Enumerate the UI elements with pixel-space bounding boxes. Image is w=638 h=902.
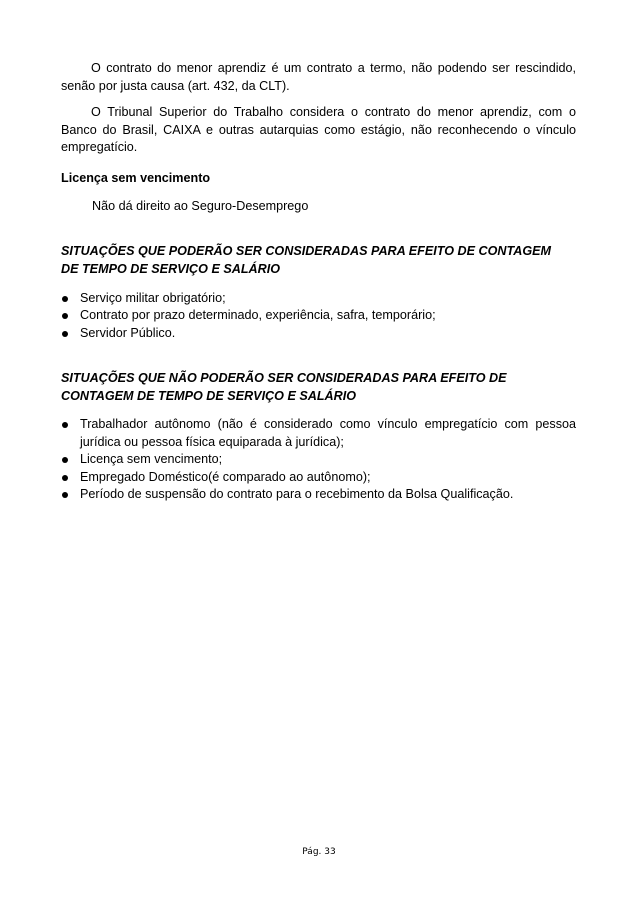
document-page xyxy=(61,60,576,504)
section-title-not-consider xyxy=(61,369,576,405)
paragraph-tst-estagio: O Tribunal Superior do Trabalho considera o contrato do menor aprendiz, com o Banco do Brasil, CAIXA e outras autarquias como estágio, não reconhecendo o vínculo empregatício. xyxy=(61,105,576,154)
bullet-icon xyxy=(62,331,68,337)
section-title-not-consider-line1: SITUAÇÕES QUE NÃO PODERÃO SER CONSIDERADAS PARA EFEITO DE xyxy=(61,371,507,385)
bullet-icon xyxy=(62,492,68,498)
list-item xyxy=(61,451,576,469)
list-item-text: Empregado Doméstico(é comparado ao autônomo); xyxy=(80,469,371,484)
page-number: Pág. 33 xyxy=(302,847,336,857)
bullet-icon xyxy=(62,422,68,428)
section-title-not-consider-line2: CONTAGEM DE TEMPO DE SERVIÇO E SALÁRIO xyxy=(61,389,357,403)
not-consider-list xyxy=(61,416,576,504)
licenca-note: Não dá direito ao Seguro-Desemprego xyxy=(92,199,309,213)
section-title-consider-line2: DE TEMPO DE SERVIÇO E SALÁRIO xyxy=(61,261,281,276)
bullet-icon xyxy=(62,457,68,463)
list-item-text: Serviço militar obrigatório; xyxy=(80,290,226,305)
list-item-text: Trabalhador autônomo (não é considerado como vínculo empregatício com pessoa jurídica ou pessoa física equiparada à jurídica); xyxy=(80,417,576,449)
list-item xyxy=(61,416,576,451)
list-item-text: Contrato por prazo determinado, experiência, safra, temporário; xyxy=(80,308,436,322)
list-item xyxy=(61,307,576,325)
paragraph-menor-aprendiz-termo: O contrato do menor aprendiz é um contrato a termo, não podendo ser rescindido, senão por justa causa (art. 432, da CLT). xyxy=(61,61,576,93)
section-title-consider-line1: SITUAÇÕES QUE PODERÃO SER CONSIDERADAS PARA EFEITO DE CONTAGEM xyxy=(61,243,552,258)
list-item-text: Licença sem vencimento; xyxy=(80,452,223,466)
list-item xyxy=(61,469,576,487)
list-item-text: Período de suspensão do contrato para o recebimento da Bolsa Qualificação. xyxy=(80,487,514,501)
list-item xyxy=(61,290,576,308)
list-item-text: Servidor Público. xyxy=(80,325,176,340)
list-item xyxy=(61,325,576,343)
bullet-icon xyxy=(62,313,68,319)
bullet-icon xyxy=(62,296,68,302)
section-title-consider xyxy=(61,242,576,278)
consider-list xyxy=(61,290,576,343)
heading-licenca-sem-vencimento: Licença sem vencimento xyxy=(61,170,211,185)
list-item xyxy=(61,486,576,504)
bullet-icon xyxy=(62,475,68,481)
